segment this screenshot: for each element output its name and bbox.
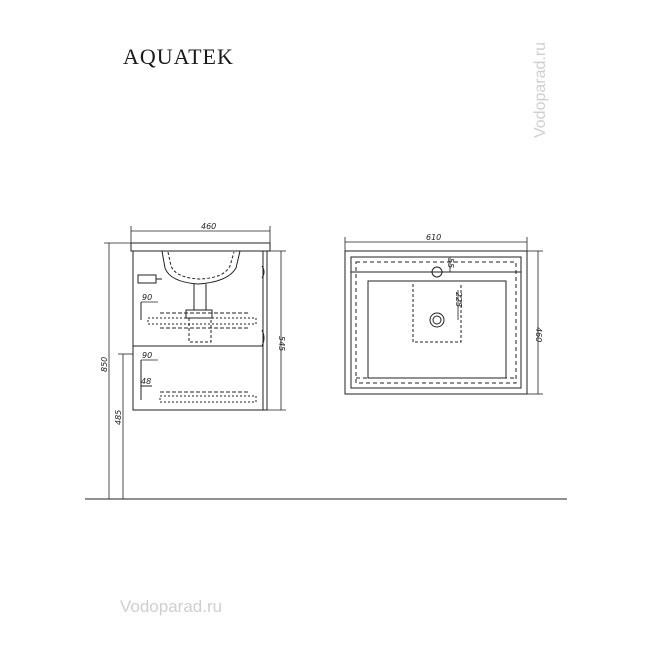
watermark-bottom: Vodoparad.ru: [120, 597, 223, 616]
dim-body-height: 545: [277, 336, 286, 352]
dim-side-shelf-offset: 48: [141, 377, 152, 386]
brand-logo: AQUATEK: [123, 44, 234, 69]
dim-drain-offset: 225: [454, 292, 463, 308]
dim-top-width: 610: [426, 233, 442, 242]
dim-side-width: 460: [201, 222, 217, 231]
side-view-dimensions: [104, 226, 286, 499]
watermark-side: Vodoparad.ru: [532, 41, 549, 138]
top-view-dimensions: [345, 237, 543, 394]
dim-top-depth: 460: [534, 327, 543, 343]
dim-tap-offset: 55: [446, 258, 455, 269]
dim-side-shelf-bottom: 90: [142, 351, 153, 360]
dimension-labels: [100, 222, 543, 425]
dim-leg-height: 485: [114, 409, 123, 425]
side-view: [131, 243, 270, 410]
top-view: [345, 251, 527, 394]
dim-total-height: 850: [100, 356, 109, 372]
dim-side-shelf-top: 90: [142, 293, 153, 302]
